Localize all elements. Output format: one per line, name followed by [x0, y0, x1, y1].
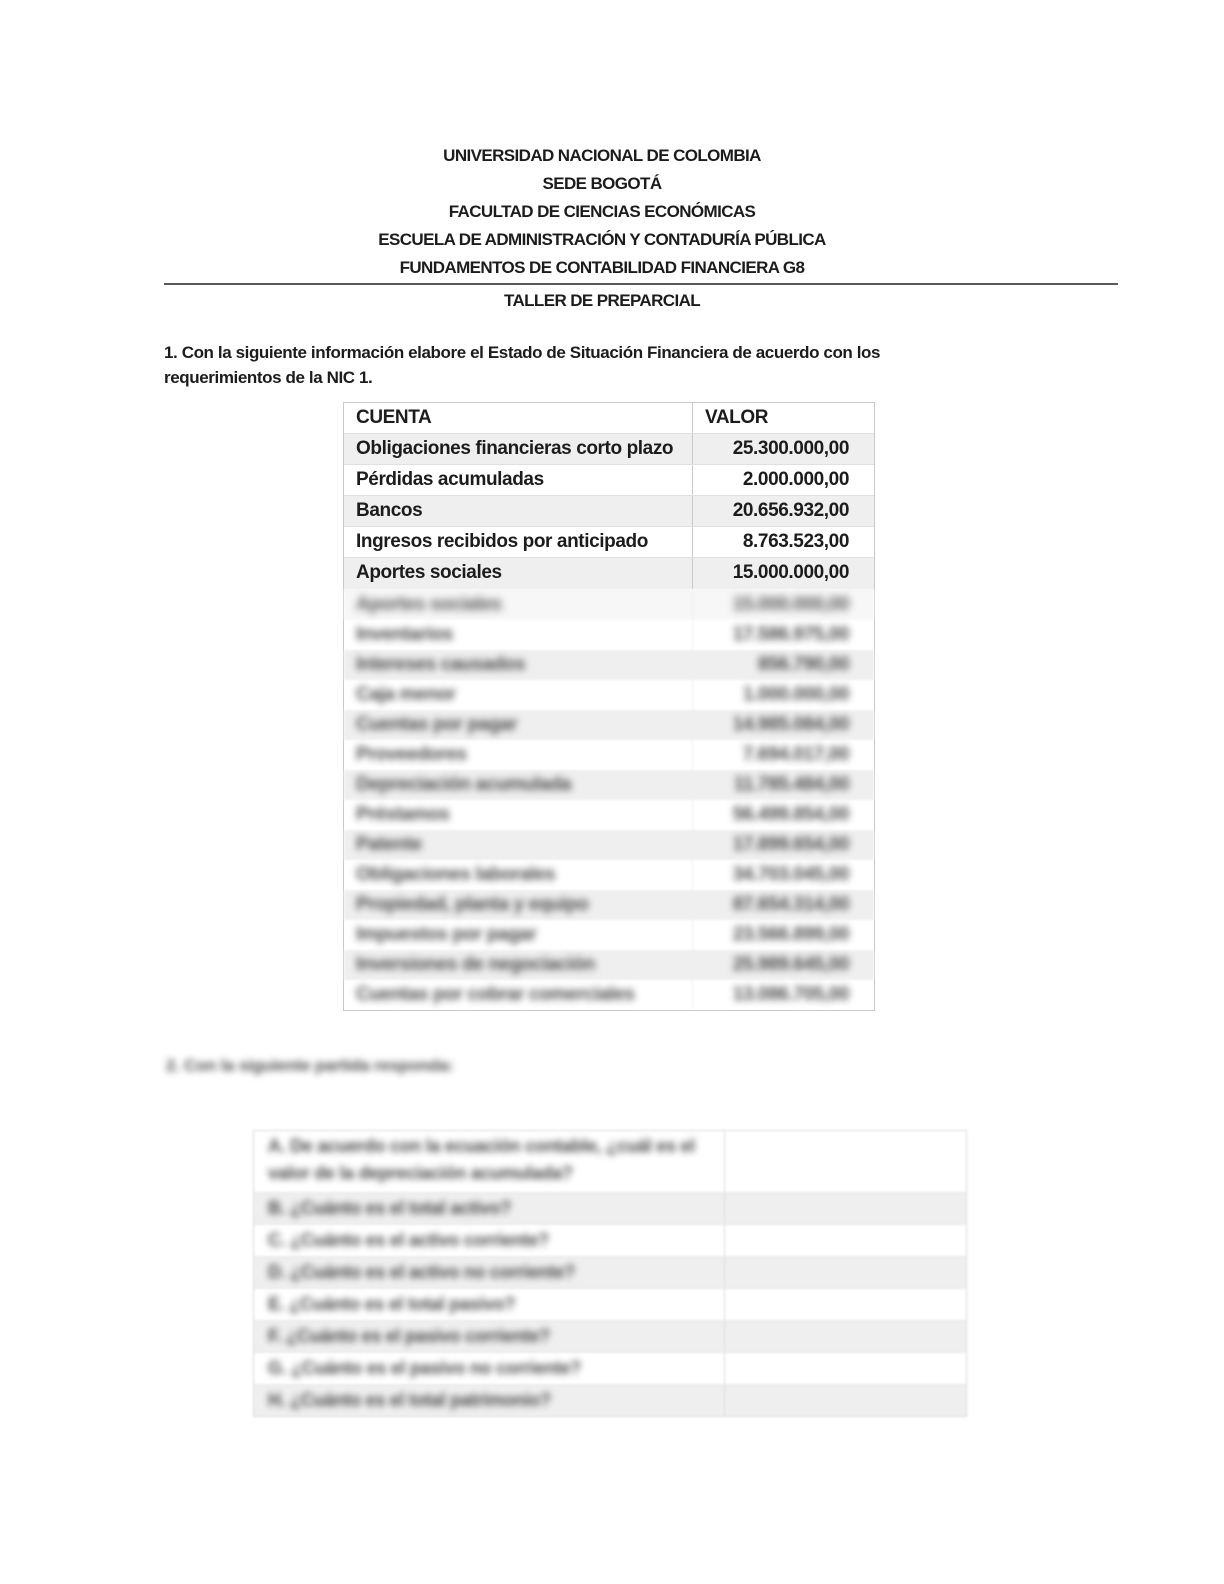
blurred-cell-valor: 14.985.084,00 [732, 714, 849, 735]
table-row [344, 434, 874, 465]
blurred-table-row [344, 920, 874, 950]
blurred-cell-valor: 17.586.975,00 [732, 624, 849, 645]
instruction-line-2: requerimientos de la NIC 1. [164, 368, 373, 387]
question-row [254, 1353, 966, 1385]
question-text: B. ¿Cuánto es el total activo? [268, 1198, 512, 1218]
answer-cell [725, 1353, 966, 1384]
question-text: H. ¿Cuánto es el total patrimonio? [268, 1390, 551, 1410]
header-line-university: UNIVERSIDAD NACIONAL DE COLOMBIA [443, 146, 761, 165]
column-header-valor: VALOR [705, 407, 769, 428]
blurred-table-row [344, 800, 874, 830]
answer-cell [725, 1289, 966, 1320]
blurred-table-row [344, 650, 874, 680]
blurred-cell-valor: 34.703.045,00 [732, 864, 849, 885]
cell-valor: 2.000.000,00 [742, 469, 849, 490]
blurred-cell-valor: 856.790,00 [757, 654, 849, 675]
blurred-table-row [344, 950, 874, 980]
question-row [254, 1289, 966, 1321]
blurred-cell-cuenta: Proveedores [356, 744, 467, 765]
cell-valor: 15.000.000,00 [732, 562, 849, 583]
blurred-table-row [344, 860, 874, 890]
cell-cuenta: Aportes sociales [344, 558, 693, 589]
accounts-table [343, 402, 875, 1011]
blurred-cell-valor: 1.000.000,00 [742, 684, 849, 705]
blurred-cell-valor: 15.000.000,00 [732, 594, 849, 615]
answer-cell [725, 1257, 966, 1288]
blurred-cell-cuenta: Préstamos [356, 804, 450, 825]
blurred-cell-valor: 13.086.705,00 [732, 984, 849, 1005]
answer-cell [725, 1131, 966, 1192]
cell-valor: 25.300.000,00 [732, 438, 849, 459]
blurred-table-row [344, 620, 874, 650]
blurred-cell-cuenta: Inversiones de negociación [356, 954, 595, 975]
question-row [254, 1225, 966, 1257]
answer-cell [725, 1225, 966, 1256]
blurred-cell-cuenta: Patente [356, 834, 422, 855]
section-2-caption-blurred: 2. Con la siguiente partida responda: [166, 1056, 454, 1075]
blurred-cell-cuenta: Cuentas por cobrar comerciales [356, 984, 635, 1005]
table-row [344, 527, 874, 558]
blurred-table-row [344, 680, 874, 710]
cell-cuenta: Pérdidas acumuladas [344, 465, 693, 495]
header-line-facultad: FACULTAD DE CIENCIAS ECONÓMICAS [448, 202, 756, 221]
question-text: E. ¿Cuánto es el total pasivo? [268, 1294, 516, 1314]
blurred-table-row [344, 980, 874, 1010]
exercise-1-instruction [164, 340, 1154, 390]
cell-cuenta: Ingresos recibidos por anticipado [344, 527, 693, 557]
accounts-table-blurred-section [344, 589, 874, 1010]
header-line-sede: SEDE BOGOTÁ [542, 174, 662, 193]
blurred-cell-valor: 56.499.854,00 [732, 804, 849, 825]
table-row-clipped [344, 558, 874, 589]
question-row [254, 1193, 966, 1225]
column-header-cuenta: CUENTA [344, 403, 693, 433]
blurred-cell-cuenta: Intereses causados [356, 654, 526, 675]
answer-cell [725, 1385, 966, 1416]
blurred-cell-valor: 7.694.017,00 [742, 744, 849, 765]
blurred-table-row [344, 710, 874, 740]
blurred-table-row [344, 740, 874, 770]
blurred-cell-valor: 11.785.484,00 [733, 774, 849, 795]
document-header [164, 142, 1040, 282]
answer-cell [725, 1321, 966, 1352]
question-text: G. ¿Cuánto es el pasivo no corriente? [268, 1358, 581, 1378]
instruction-line-1: 1. Con la siguiente información elabore el Estado de Situación Financiera de acuerdo con los [164, 343, 881, 362]
questions-table-blurred [253, 1130, 967, 1417]
accounts-table-header-row [344, 403, 874, 434]
question-row [254, 1257, 966, 1289]
blurred-cell-cuenta: Depreciación acumulada [356, 774, 572, 795]
table-row [344, 496, 874, 527]
answer-cell [725, 1193, 966, 1224]
blurred-cell-cuenta: Impuestos por pagar [356, 924, 537, 945]
blurred-cell-cuenta: Cuentas por pagar [356, 714, 518, 735]
blurred-duplicate-strip [344, 590, 874, 620]
cell-cuenta: Bancos [344, 496, 693, 526]
blurred-cell-cuenta: Aportes sociales [356, 594, 502, 615]
question-text: D. ¿Cuánto es el activo no corriente? [268, 1262, 575, 1282]
blurred-cell-valor: 25.989.645,00 [732, 954, 849, 975]
document-subtitle: TALLER DE PREPARCIAL [503, 291, 701, 310]
blurred-cell-valor: 87.654.314,00 [732, 894, 849, 915]
blurred-cell-cuenta: Inventarios [356, 624, 453, 645]
cell-cuenta: Obligaciones financieras corto plazo [344, 434, 693, 464]
blurred-cell-valor: 17.899.654,00 [732, 834, 849, 855]
question-row [254, 1385, 966, 1416]
blurred-table-row [344, 890, 874, 920]
blurred-cell-cuenta: Propiedad, planta y equipo [356, 894, 589, 915]
question-text: F. ¿Cuánto es el pasivo corriente? [268, 1326, 550, 1346]
blurred-table-row [344, 830, 874, 860]
table-row [344, 465, 874, 496]
blurred-cell-valor: 23.566.899,00 [732, 924, 849, 945]
cell-valor: 8.763.523,00 [742, 531, 849, 552]
blurred-cell-cuenta: Obligaciones laborales [356, 864, 556, 885]
header-divider-rule [164, 283, 1118, 285]
question-text: A. De acuerdo con la ecuación contable, ¿cuál es el valor de la depreciación acumulada? [268, 1136, 695, 1183]
header-line-escuela: ESCUELA DE ADMINISTRACIÓN Y CONTADURÍA PÚBLICA [378, 230, 826, 249]
question-row [254, 1321, 966, 1353]
question-text: C. ¿Cuánto es el activo corriente? [268, 1230, 549, 1250]
blurred-table-row [344, 770, 874, 800]
header-line-curso: FUNDAMENTOS DE CONTABILIDAD FINANCIERA G8 [399, 258, 805, 277]
cell-valor: 20.656.932,00 [732, 500, 849, 521]
question-row [254, 1131, 966, 1193]
blurred-cell-cuenta: Caja menor [356, 684, 456, 705]
